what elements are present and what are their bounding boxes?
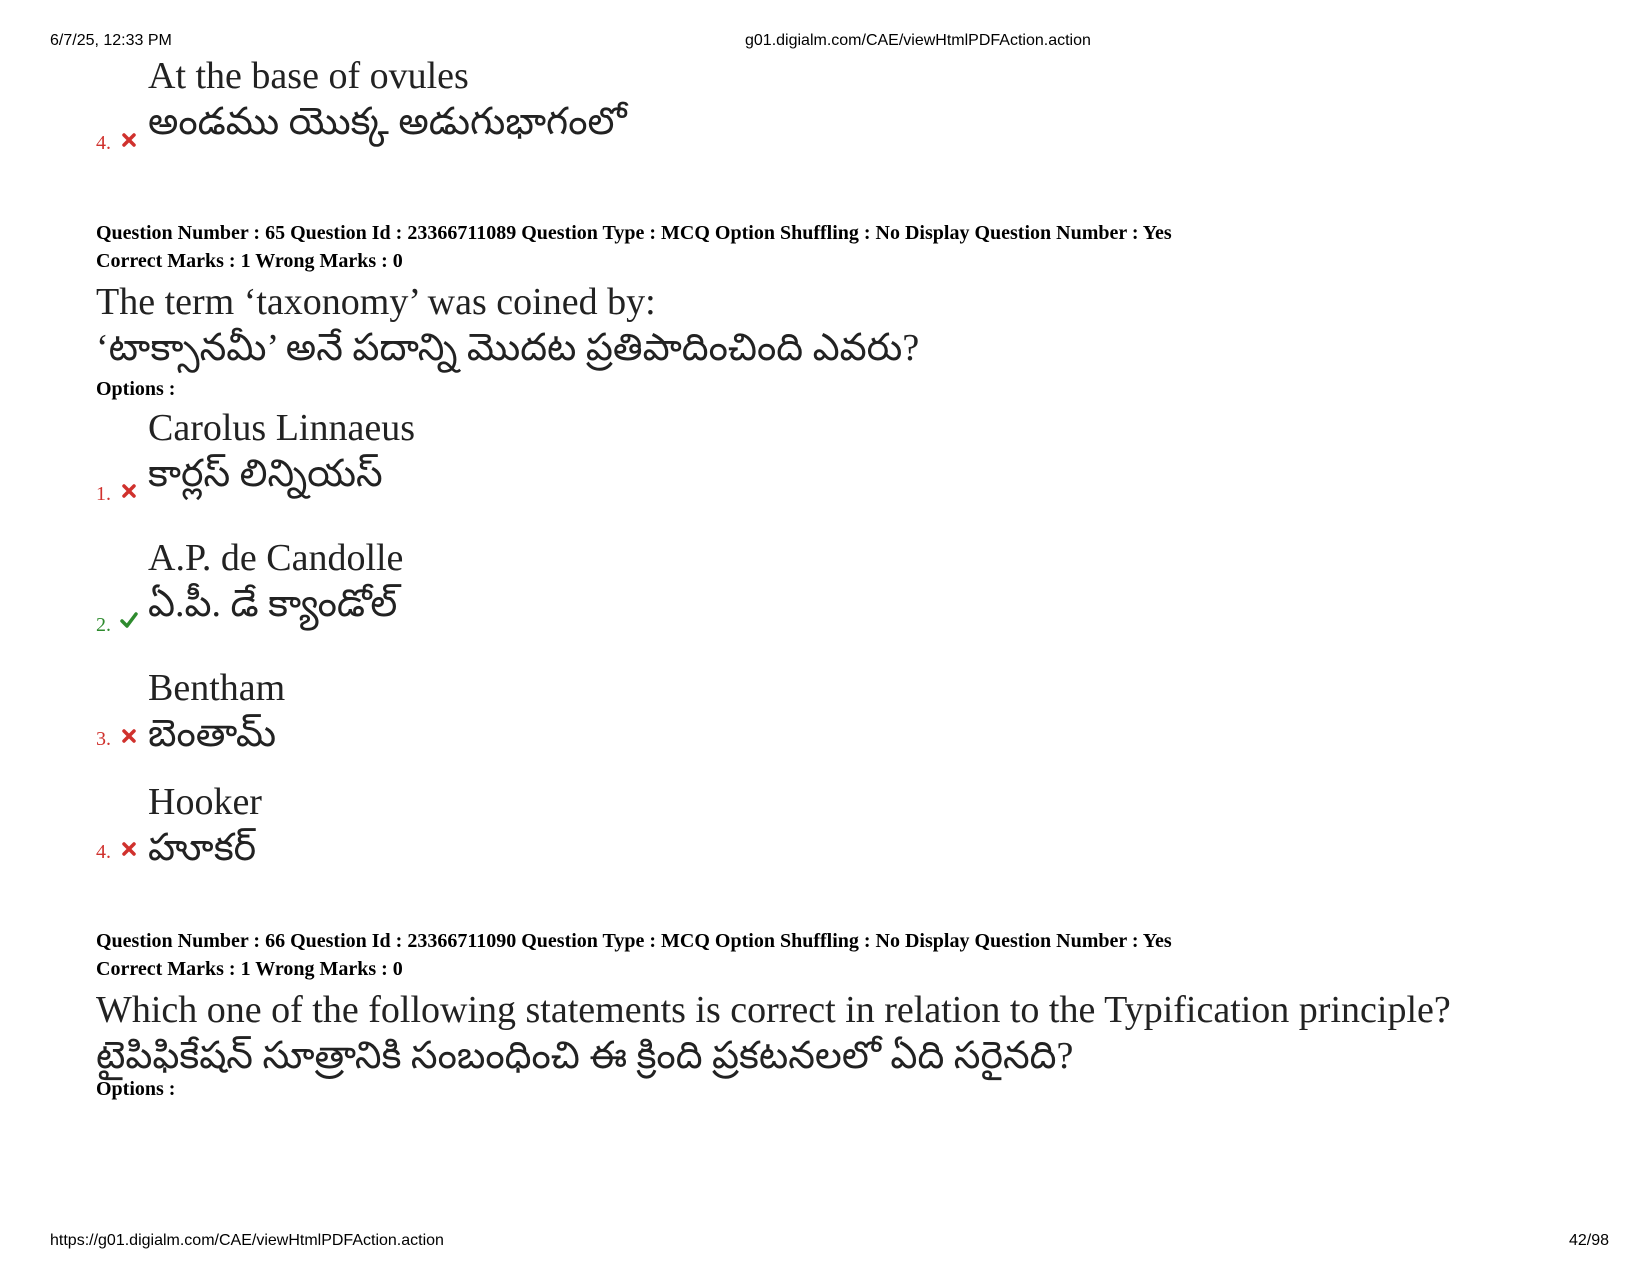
- print-page-url: https://g01.digialm.com/CAE/viewHtmlPDFAction.action: [50, 1232, 444, 1249]
- option-english-text: At the base of ovules: [148, 55, 469, 97]
- question-english-text: The term ‘taxonomy’ was coined by:: [96, 281, 656, 323]
- option-number: 3.: [96, 728, 111, 750]
- checkmark-icon: [120, 611, 138, 629]
- question-meta: Question Number : 65 Question Id : 23366711089 Question Type : MCQ Option Shuffling : No Display Question Number : Yes: [96, 222, 1172, 244]
- print-timestamp: 6/7/25, 12:33 PM: [50, 32, 172, 49]
- option-telugu-text: హూకర్: [148, 827, 257, 869]
- option-english-text: Carolus Linnaeus: [148, 407, 416, 449]
- cross-icon: [120, 131, 138, 149]
- options-label: Options :: [96, 1078, 176, 1100]
- print-page-number: 42/98: [1568, 1232, 1609, 1249]
- question-telugu-text: టైపిఫికేషన్ సూత్రానికి సంబంధించి ఈ క్రింది ప్రకటనలలో ఏది సరైనది?: [96, 1035, 1074, 1077]
- question-meta: Question Number : 66 Question Id : 23366711090 Question Type : MCQ Option Shuffling : No Display Question Number : Yes: [96, 930, 1172, 952]
- option-english-text: Hooker: [148, 781, 262, 823]
- question-marks: Correct Marks : 1 Wrong Marks : 0: [96, 958, 403, 980]
- option-telugu-text: అండము యొక్క అడుగుభాగంలో: [148, 101, 627, 143]
- option-number: 2.: [96, 614, 111, 636]
- question-marks: Correct Marks : 1 Wrong Marks : 0: [96, 250, 403, 272]
- option-telugu-text: ఏ.పీ. డే క్యాండోల్: [148, 583, 398, 625]
- option-number: 4.: [96, 841, 111, 863]
- options-label: Options :: [96, 378, 176, 400]
- option-number: 1.: [96, 483, 111, 505]
- option-number: 4.: [96, 132, 111, 154]
- question-english-text: Which one of the following statements is correct in relation to the Typification principle?: [96, 989, 1451, 1031]
- print-page-title: g01.digialm.com/CAE/viewHtmlPDFAction.action: [745, 32, 1091, 49]
- option-english-text: A.P. de Candolle: [148, 537, 404, 579]
- option-telugu-text: బెంతామ్: [148, 713, 277, 755]
- option-english-text: Bentham: [148, 667, 286, 709]
- cross-icon: [120, 727, 138, 745]
- option-telugu-text: కార్లస్ లిన్నియస్: [148, 453, 383, 495]
- question-telugu-text: ‘టాక్సానమీ’ అనే పదాన్ని మొదట ప్రతిపాదించింది ఎవరు?: [96, 327, 920, 369]
- cross-icon: [120, 840, 138, 858]
- cross-icon: [120, 482, 138, 500]
